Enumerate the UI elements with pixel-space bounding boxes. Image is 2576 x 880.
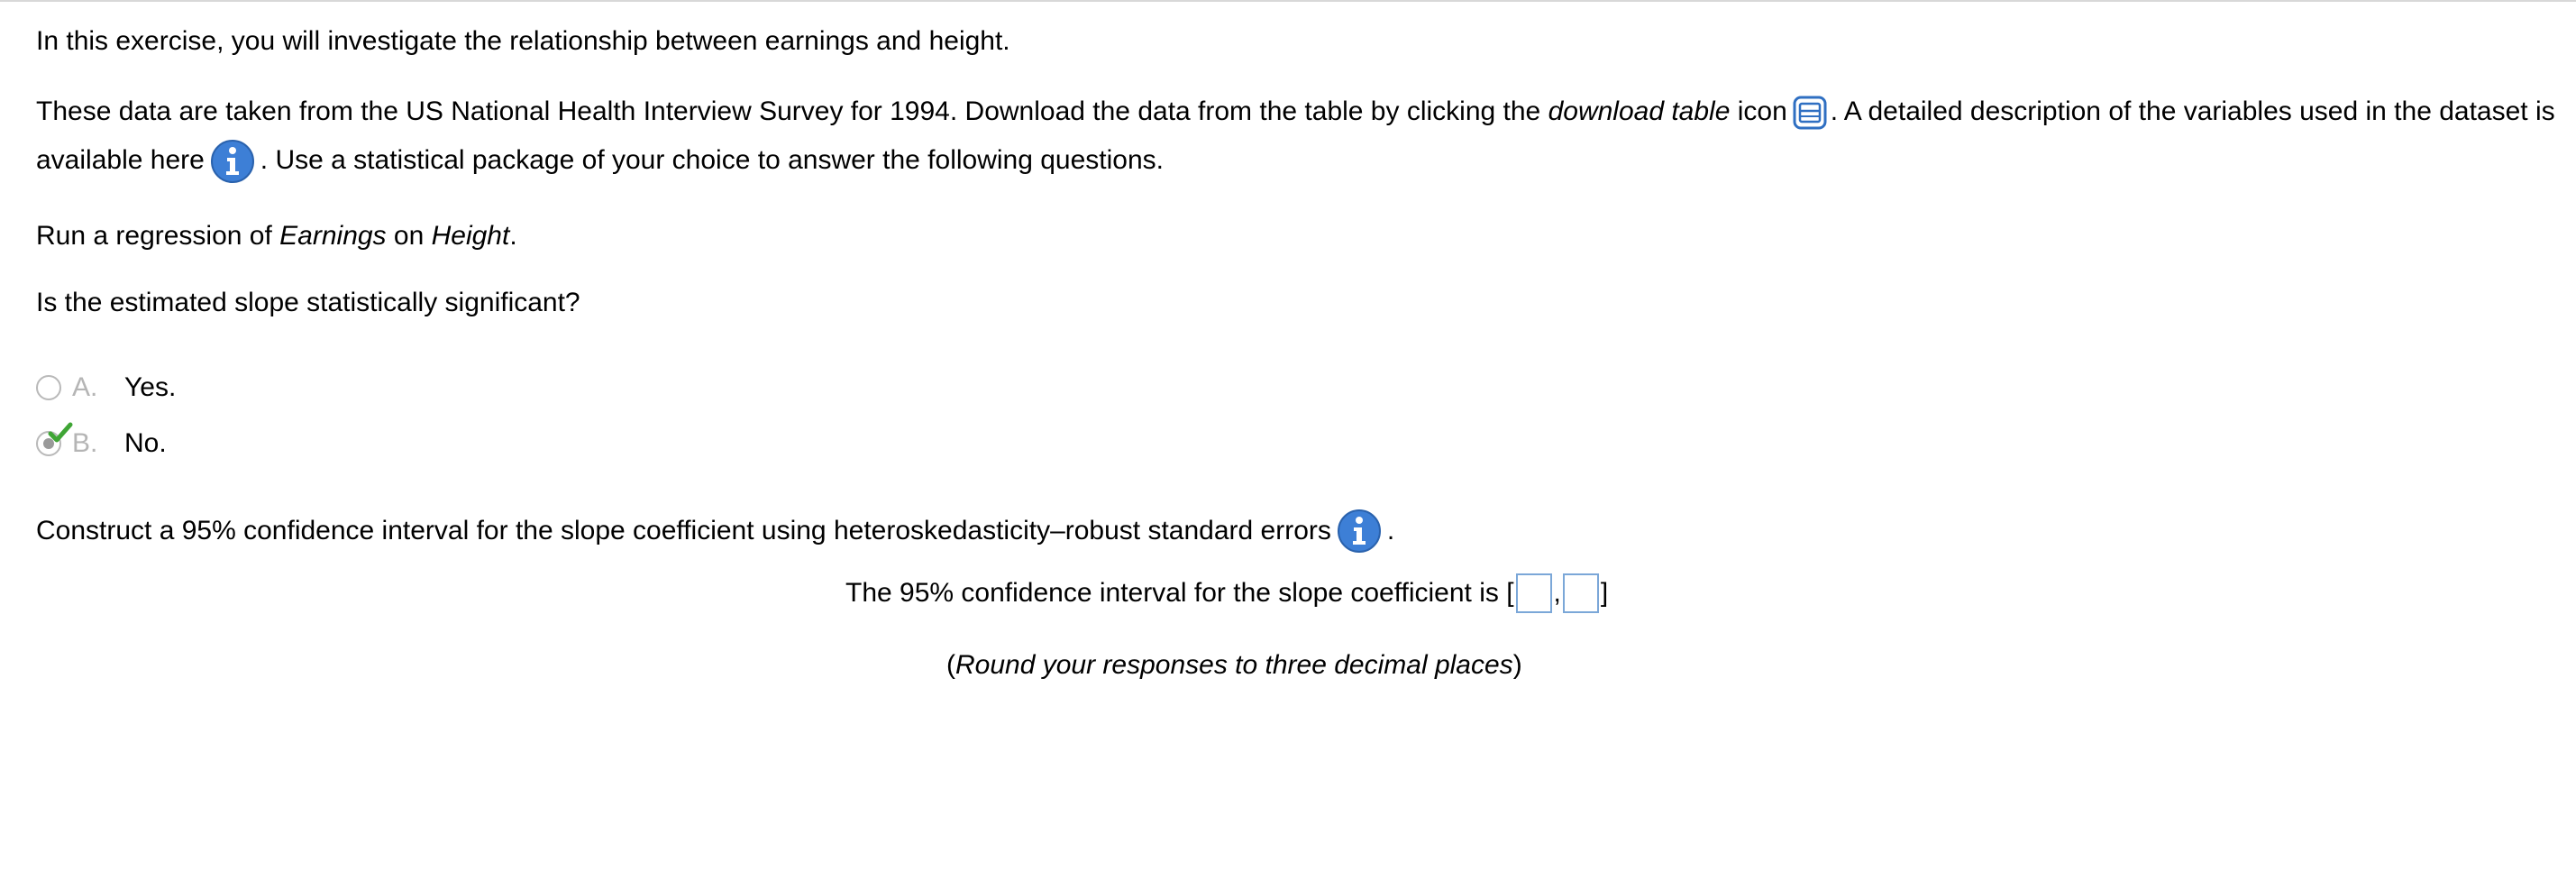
- confidence-interval-line: [845, 573, 1608, 613]
- choice-a[interactable]: [36, 368, 176, 408]
- rounding-note: [946, 646, 1522, 685]
- info-icon[interactable]: [210, 139, 255, 184]
- construct-text: Construct a 95% confidence interval for the slope coefficient using heteroskedasticity–robust standard errors: [36, 516, 1331, 545]
- choice-b-text: No.: [124, 428, 167, 458]
- choice-b[interactable]: [36, 424, 167, 463]
- round-note-close: ): [1512, 650, 1522, 680]
- regression-suffix: .: [509, 221, 517, 251]
- choice-b-letter: B.: [72, 428, 98, 458]
- download-table-icon[interactable]: [1793, 96, 1827, 130]
- info-icon[interactable]: [1337, 509, 1382, 554]
- round-note-text: Round your responses to three decimal places: [955, 650, 1513, 680]
- regression-middle: on: [386, 221, 432, 251]
- regression-prefix: Run a regression of: [36, 221, 280, 251]
- independent-variable: Height: [431, 221, 510, 251]
- intro-text: In this exercise, you will investigate the relationship between earnings and height.: [36, 26, 1010, 56]
- ci-suffix: ]: [1600, 578, 1609, 608]
- ci-separator: ,: [1553, 578, 1561, 608]
- ci-lower-input[interactable]: [1516, 573, 1552, 613]
- choice-a-text: Yes.: [124, 372, 177, 402]
- radio-a[interactable]: [36, 375, 61, 400]
- data-text-part4: . Use a statistical package of your choice to answer the following questions.: [260, 145, 1164, 175]
- construct-instruction: [36, 509, 1394, 554]
- choice-a-letter: A.: [72, 372, 98, 402]
- data-text-part1: These data are taken from the US National Health Interview Survey for 1994. Download the data from the table by clicking the: [36, 96, 1548, 126]
- data-text-part2: icon: [1730, 96, 1787, 126]
- ci-upper-input[interactable]: [1563, 573, 1599, 613]
- dependent-variable: Earnings: [279, 221, 387, 251]
- regression-instruction: [36, 216, 517, 256]
- ci-prefix: The 95% confidence interval for the slope coefficient is [: [845, 578, 1514, 608]
- download-table-label: download table: [1548, 96, 1731, 126]
- data-text-part3: . A detailed description of the variables used in the dataset is available here: [36, 96, 2555, 175]
- construct-suffix: .: [1386, 516, 1395, 545]
- data-paragraph: [36, 87, 2560, 185]
- round-note-open: (: [946, 650, 955, 680]
- checkmark-icon: [47, 420, 74, 447]
- question-text: Is the estimated slope statistically significant?: [36, 288, 580, 317]
- top-divider: [0, 0, 2576, 2]
